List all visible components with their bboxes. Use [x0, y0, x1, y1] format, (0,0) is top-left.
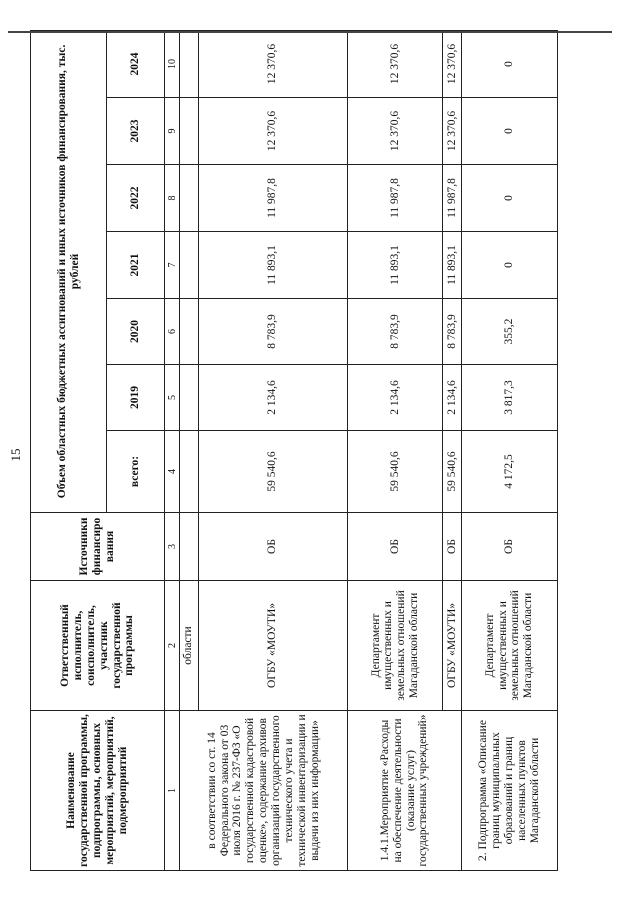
row-value: 59 540,6 [443, 431, 462, 513]
page-number: 15 [8, 448, 23, 462]
col-number: 4 [165, 431, 180, 513]
row-value: 0 [461, 232, 557, 299]
row-value: 2 134,6 [443, 365, 462, 431]
row-value: 355,2 [461, 299, 557, 365]
row-value: 11 987,8 [198, 165, 348, 232]
table-row [348, 30, 443, 870]
row-source: ОБ [348, 513, 443, 581]
row-value: 12 370,6 [443, 98, 462, 165]
row-value [179, 30, 198, 97]
row-value: 12 370,6 [443, 30, 462, 97]
row-name: 1.4.1.Мероприятие «Расходы на обеспечение деятельности (оказание услуг) государственных учреждений» [348, 711, 462, 871]
header-year: 2022 [107, 165, 165, 232]
row-executor: области [179, 581, 198, 711]
row-value: 8 783,9 [348, 299, 443, 365]
row-value: 11 893,1 [198, 232, 348, 299]
row-name: 2. Подпрограмма «Описание границ муниципальных образований и границ населенных пунктов Магаданской области [461, 711, 557, 871]
row-value: 8 783,9 [198, 299, 348, 365]
row-value: 11 987,8 [443, 165, 462, 232]
header-year: 2024 [107, 30, 165, 97]
header-year: 2023 [107, 98, 165, 165]
row-executor: Департамент имущественных и земельных отношений Магаданской области [461, 581, 557, 711]
row-source: ОБ [461, 513, 557, 581]
header-col1: Наименование государственной программы, подпрограммы, основных мероприятий, мероприятий, подмероприятий [31, 711, 165, 871]
financing-table [30, 30, 558, 871]
header-year: 2020 [107, 299, 165, 365]
header-col2: Ответственный исполнитель, соисполнитель, участник государственной программы [31, 581, 165, 711]
row-source [179, 513, 198, 581]
col-number: 8 [165, 165, 180, 232]
row-value: 11 893,1 [348, 232, 443, 299]
header-col3: Источники финансиро вания [31, 513, 165, 581]
row-value: 2 134,6 [348, 365, 443, 431]
row-value [179, 365, 198, 431]
row-source: ОБ [198, 513, 348, 581]
col-number: 6 [165, 299, 180, 365]
row-value: 12 370,6 [198, 98, 348, 165]
row-executor: ОГБУ «МОУТИ» [198, 581, 348, 711]
row-value: 12 370,6 [198, 30, 348, 97]
header-year: 2021 [107, 232, 165, 299]
col-number: 5 [165, 365, 180, 431]
row-name: в соответствии со ст. 14 Федерального закона от 03 июля 2016 г. № 237-ФЗ «О государственной кадастровой оценке», содержание архивов организаций государственного технического учета и технической инвентаризации и выдачи из них информации» [179, 711, 347, 871]
col-number: 2 [165, 581, 180, 711]
header-volume: Объем областных бюджетных ассигнований и иных источников финансирования, тыс. рублей [31, 30, 107, 512]
header-year: 2019 [107, 365, 165, 431]
row-value: 3 817,3 [461, 365, 557, 431]
row-value: 11 893,1 [443, 232, 462, 299]
row-value: 8 783,9 [443, 299, 462, 365]
row-value [179, 232, 198, 299]
row-value [179, 165, 198, 232]
table-row [461, 30, 557, 870]
col-number: 10 [165, 30, 180, 97]
table-row [179, 30, 198, 870]
row-executor: ОГБУ «МОУТИ» [443, 581, 462, 711]
row-value: 12 370,6 [348, 30, 443, 97]
row-value: 59 540,6 [198, 431, 348, 513]
col-number: 9 [165, 98, 180, 165]
row-value [179, 431, 198, 513]
row-value [179, 98, 198, 165]
row-value: 0 [461, 30, 557, 97]
row-value: 4 172,5 [461, 431, 557, 513]
row-value: 11 987,8 [348, 165, 443, 232]
header-total: всего: [107, 431, 165, 513]
row-value: 0 [461, 165, 557, 232]
col-number: 1 [165, 711, 180, 871]
row-value: 0 [461, 98, 557, 165]
row-value: 12 370,6 [348, 98, 443, 165]
row-value: 59 540,6 [348, 431, 443, 513]
col-number: 7 [165, 232, 180, 299]
row-source: ОБ [443, 513, 462, 581]
page-edge-line [8, 32, 612, 34]
row-executor: Департамент имущественных и земельных отношений Магаданской области [348, 581, 443, 711]
col-number: 3 [165, 513, 180, 581]
row-value: 2 134,6 [198, 365, 348, 431]
row-value [179, 299, 198, 365]
